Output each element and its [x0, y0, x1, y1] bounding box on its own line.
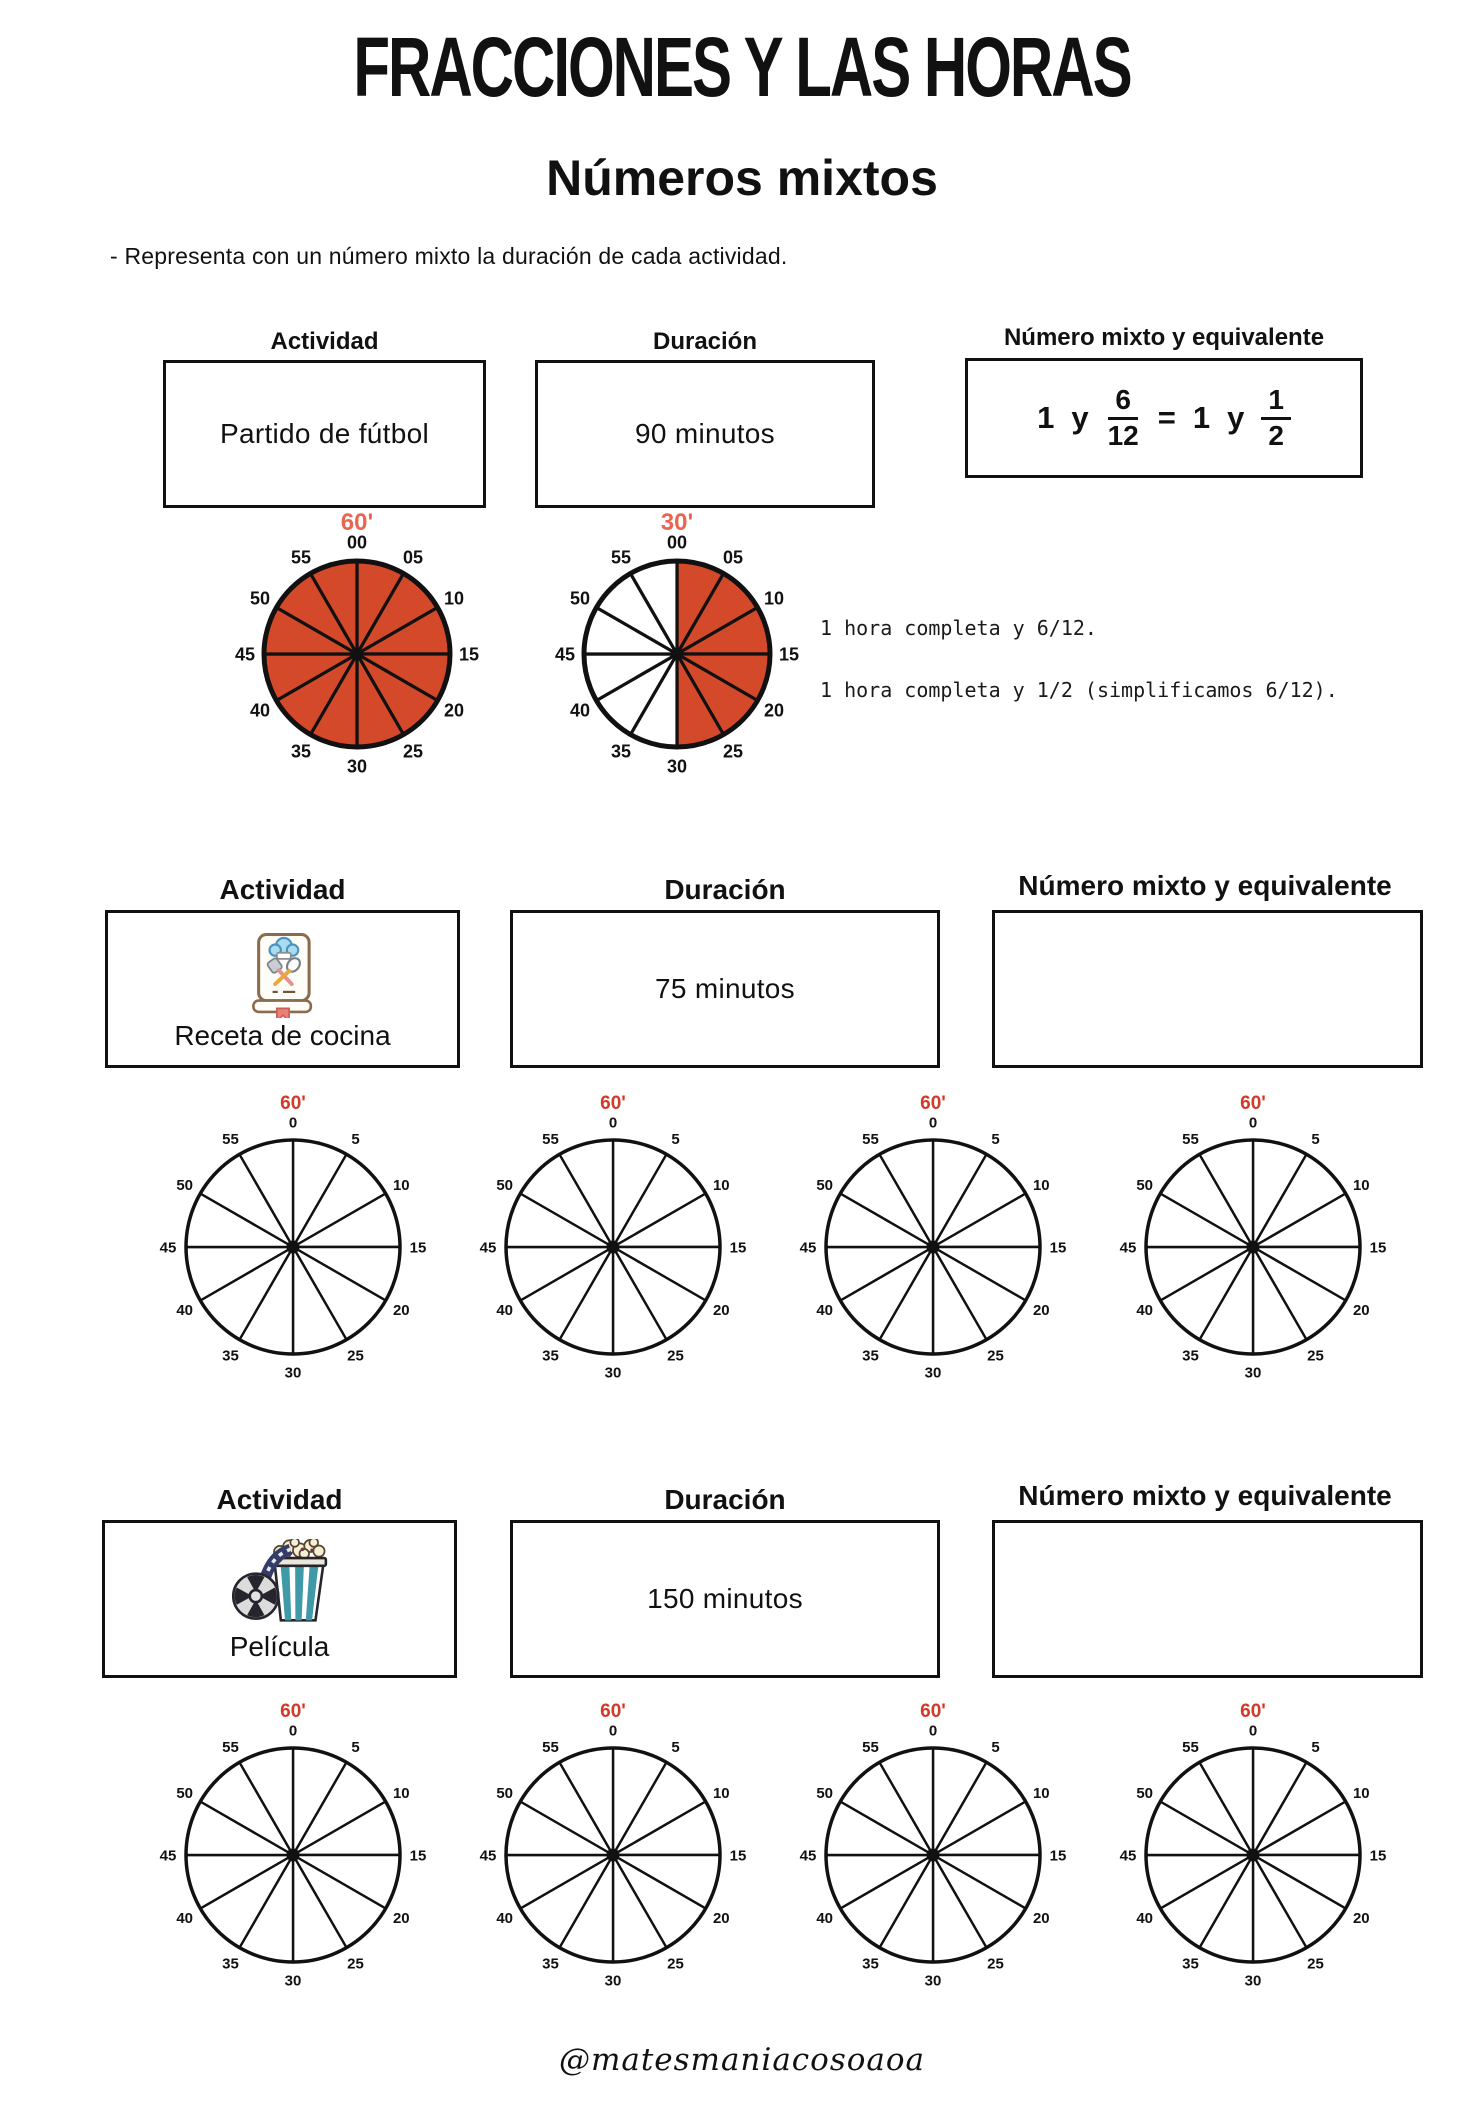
- clock-minute-label: 15: [1369, 1847, 1387, 1865]
- clock-face: [143, 1069, 443, 1391]
- clock-minute-label: 0: [1248, 1722, 1258, 1740]
- clock-minute-label: 55: [222, 1738, 239, 1756]
- clock-minute-label: 40: [496, 1909, 514, 1927]
- clock-minute-label: 30: [604, 1364, 622, 1382]
- clock-minute-label: 30: [924, 1364, 942, 1382]
- clock-minute-label: 40: [816, 1909, 834, 1927]
- explanation-note: 1 hora completa y 6/12.: [820, 616, 1097, 640]
- column-header-duracion: Duración: [652, 328, 757, 355]
- clock-minute-label: 0: [288, 1114, 298, 1132]
- clock-minute-label: 50: [496, 1784, 514, 1802]
- clock-minute-label: 35: [542, 1347, 559, 1365]
- clock-minute-label: 45: [159, 1239, 177, 1257]
- conjunction: y: [1071, 400, 1089, 435]
- activity-label: Partido de fútbol: [219, 418, 430, 449]
- popcorn-movie-icon: [228, 1539, 332, 1629]
- activity-label: Receta de cocina: [174, 1019, 391, 1051]
- clock-minute-label: 45: [479, 1239, 497, 1257]
- column-header-duracion: Duración: [664, 874, 786, 905]
- clock-minute-label: 45: [554, 644, 576, 665]
- clock-minute-label: 35: [542, 1955, 559, 1973]
- clock-minute-label: 30: [604, 1972, 622, 1990]
- clock-duration-title: 60': [280, 1093, 306, 1114]
- clock-minute-label: 35: [862, 1955, 879, 1973]
- clock-minute-label: 00: [666, 532, 688, 553]
- clock-minute-label: 25: [1307, 1955, 1324, 1973]
- clock-minute-label: 5: [1311, 1738, 1320, 1756]
- page-title: FRACCIONES Y LAS HORAS: [353, 20, 1131, 115]
- clock-minute-label: 30: [284, 1364, 302, 1382]
- clock-duration-title: 30': [660, 509, 694, 536]
- clock-minute-label: 15: [778, 644, 800, 665]
- clock-minute-label: 20: [1032, 1909, 1050, 1927]
- clock-minute-label: 10: [392, 1176, 410, 1194]
- clock-minute-label: 35: [1182, 1347, 1199, 1365]
- clock-minute-label: 50: [176, 1784, 194, 1802]
- clock-duration-title: 60': [600, 1093, 626, 1114]
- clock-face: [463, 1677, 763, 1999]
- clock-minute-label: 05: [722, 547, 744, 568]
- clock-minute-label: 40: [249, 700, 271, 721]
- clock-minute-label: 0: [288, 1722, 298, 1740]
- clock-minute-label: 15: [409, 1239, 427, 1257]
- clock-minute-label: 25: [347, 1955, 364, 1973]
- clock-minute-label: 0: [928, 1114, 938, 1132]
- clock-minute-label: 50: [249, 588, 271, 609]
- clock-minute-label: 10: [1032, 1176, 1050, 1194]
- clock-minute-label: 15: [729, 1239, 747, 1257]
- clock-minute-label: 15: [458, 644, 480, 665]
- clock-face: [783, 1069, 1083, 1391]
- clock-minute-label: 30: [346, 756, 368, 777]
- clock-minute-label: 25: [347, 1347, 364, 1365]
- clock-minute-label: 50: [816, 1176, 834, 1194]
- clock-minute-label: 40: [1136, 1301, 1154, 1319]
- clock-face: [463, 1069, 763, 1391]
- clock-minute-label: 25: [1307, 1347, 1324, 1365]
- clock-duration-title: 60': [280, 1701, 306, 1722]
- author-handle: @matesmaniacosoaoa: [558, 2042, 926, 2078]
- column-header-actividad: Actividad: [216, 1484, 343, 1515]
- clock-face: [527, 484, 827, 796]
- clock-face: [207, 484, 507, 796]
- duration-box: [510, 910, 940, 1068]
- clock-minute-label: 30: [1244, 1364, 1262, 1382]
- whole-number: 1: [1192, 400, 1211, 435]
- clock-minute-label: 20: [392, 1301, 410, 1319]
- clock-duration-title: 60': [600, 1701, 626, 1722]
- clock-minute-label: 50: [176, 1176, 194, 1194]
- clock-minute-label: 45: [159, 1847, 177, 1865]
- clock-minute-label: 45: [799, 1847, 817, 1865]
- clock-minute-label: 45: [1119, 1847, 1137, 1865]
- clock-minute-label: 55: [290, 547, 312, 568]
- clock-minute-label: 10: [1352, 1784, 1370, 1802]
- clock-minute-label: 25: [987, 1347, 1004, 1365]
- mixed-number-box: [965, 358, 1363, 478]
- clock-minute-label: 55: [1182, 1130, 1199, 1148]
- clock-minute-label: 5: [351, 1738, 360, 1756]
- clock-duration-title: 60': [1240, 1701, 1266, 1722]
- clock-minute-label: 25: [722, 741, 744, 762]
- answer-box: [992, 910, 1423, 1068]
- clock-minute-label: 5: [991, 1130, 1000, 1148]
- column-header-actividad: Actividad: [219, 874, 346, 905]
- clock-minute-label: 35: [1182, 1955, 1199, 1973]
- clock-minute-label: 45: [1119, 1239, 1137, 1257]
- clock-minute-label: 20: [712, 1909, 730, 1927]
- clock-minute-label: 40: [176, 1909, 194, 1927]
- clock-minute-label: 15: [729, 1847, 747, 1865]
- clock-face: [1103, 1069, 1403, 1391]
- clock-minute-label: 40: [496, 1301, 514, 1319]
- clock-duration-title: 60': [340, 509, 374, 536]
- duration-label: 150 minutos: [647, 1583, 803, 1614]
- whole-number: 1: [1037, 400, 1055, 435]
- activity-box: [105, 910, 460, 1068]
- clock-minute-label: 50: [496, 1176, 514, 1194]
- column-header-actividad: Actividad: [270, 328, 379, 355]
- clock-minute-label: 45: [234, 644, 256, 665]
- clock-minute-label: 50: [1136, 1176, 1154, 1194]
- clock-minute-label: 0: [608, 1722, 618, 1740]
- clock-minute-label: 25: [667, 1347, 684, 1365]
- clock-minute-label: 10: [1032, 1784, 1050, 1802]
- equals-sign: =: [1157, 400, 1176, 435]
- activity-box: [102, 1520, 457, 1678]
- clock-minute-label: 20: [712, 1301, 730, 1319]
- clock-minute-label: 10: [763, 588, 785, 609]
- clock-minute-label: 25: [402, 741, 424, 762]
- clock-minute-label: 15: [1369, 1239, 1387, 1257]
- clock-minute-label: 20: [1352, 1909, 1370, 1927]
- clock-minute-label: 35: [290, 741, 312, 762]
- clock-minute-label: 5: [671, 1130, 680, 1148]
- clock-minute-label: 50: [816, 1784, 834, 1802]
- clock-duration-title: 60': [920, 1701, 946, 1722]
- clock-minute-label: 55: [222, 1130, 239, 1148]
- clock-duration-title: 60': [1240, 1093, 1266, 1114]
- clock-minute-label: 10: [443, 588, 465, 609]
- clock-minute-label: 0: [1248, 1114, 1258, 1132]
- clock-minute-label: 10: [712, 1176, 730, 1194]
- clock-minute-label: 45: [799, 1239, 817, 1257]
- clock-minute-label: 0: [608, 1114, 618, 1132]
- clock-minute-label: 55: [862, 1130, 879, 1148]
- clock-minute-label: 5: [991, 1738, 1000, 1756]
- clock-minute-label: 20: [443, 700, 465, 721]
- clock-minute-label: 25: [667, 1955, 684, 1973]
- explanation-note: 1 hora completa y 1/2 (simplificamos 6/12).: [820, 678, 1338, 702]
- clock-minute-label: 40: [1136, 1909, 1154, 1927]
- clock-minute-label: 55: [610, 547, 632, 568]
- conjunction: y: [1227, 400, 1245, 435]
- clock-minute-label: 10: [392, 1784, 410, 1802]
- film-reel: [233, 1574, 278, 1619]
- clock-face: [143, 1677, 443, 1999]
- page-subtitle: Números mixtos: [546, 150, 938, 206]
- clock-minute-label: 05: [402, 547, 424, 568]
- clock-minute-label: 20: [763, 700, 785, 721]
- clock-minute-label: 25: [987, 1955, 1004, 1973]
- clock-minute-label: 45: [479, 1847, 497, 1865]
- answer-box: [992, 1520, 1423, 1678]
- clock-minute-label: 55: [862, 1738, 879, 1756]
- clock-face: [1103, 1677, 1403, 1999]
- activity-label: Película: [229, 1631, 330, 1662]
- clock-minute-label: 5: [1311, 1130, 1320, 1148]
- clock-minute-label: 0: [928, 1722, 938, 1740]
- fraction: $\frac{1}{2}$: [1261, 384, 1291, 451]
- clock-minute-label: 55: [542, 1738, 559, 1756]
- fraction: $\frac{6}{12}$: [1107, 384, 1139, 451]
- clock-minute-label: 50: [1136, 1784, 1154, 1802]
- clock-minute-label: 5: [351, 1130, 360, 1148]
- clock-minute-label: 35: [610, 741, 632, 762]
- clock-minute-label: 20: [1352, 1301, 1370, 1319]
- clock-minute-label: 35: [222, 1347, 239, 1365]
- column-header-duracion: Duración: [664, 1484, 786, 1515]
- clock-minute-label: 00: [346, 532, 368, 553]
- clock-minute-label: 10: [1352, 1176, 1370, 1194]
- clock-minute-label: 15: [409, 1847, 427, 1865]
- duration-label: 75 minutos: [655, 973, 795, 1004]
- clock-minute-label: 55: [542, 1130, 559, 1148]
- clock-minute-label: 15: [1049, 1847, 1067, 1865]
- clock-minute-label: 35: [222, 1955, 239, 1973]
- clock-minute-label: 15: [1049, 1239, 1067, 1257]
- mixed-number-equation: [1037, 384, 1291, 451]
- clock-minute-label: 30: [284, 1972, 302, 1990]
- instruction-text: - Representa con un número mixto la duración de cada actividad.: [110, 243, 788, 269]
- column-header-numero-mixto: Número mixto y equivalente: [1018, 870, 1392, 901]
- clock-minute-label: 30: [1244, 1972, 1262, 1990]
- clock-minute-label: 35: [862, 1347, 879, 1365]
- clock-minute-label: 40: [176, 1301, 194, 1319]
- clock-minute-label: 5: [671, 1738, 680, 1756]
- duration-box: [510, 1520, 940, 1678]
- clock-minute-label: 50: [569, 588, 591, 609]
- clock-minute-label: 20: [392, 1909, 410, 1927]
- clock-face: [783, 1677, 1083, 1999]
- clock-minute-label: 40: [816, 1301, 834, 1319]
- clock-minute-label: 20: [1032, 1301, 1050, 1319]
- clock-minute-label: 10: [712, 1784, 730, 1802]
- column-header-numero-mixto: Número mixto y equivalente: [1003, 324, 1325, 351]
- clock-minute-label: 30: [924, 1972, 942, 1990]
- cookbook-icon: [248, 931, 318, 1018]
- clock-duration-title: 60': [920, 1093, 946, 1114]
- clock-minute-label: 40: [569, 700, 591, 721]
- clock-minute-label: 55: [1182, 1738, 1199, 1756]
- duration-label: 90 minutos: [635, 418, 775, 449]
- clock-minute-label: 30: [666, 756, 688, 777]
- column-header-numero-mixto: Número mixto y equivalente: [1018, 1480, 1392, 1511]
